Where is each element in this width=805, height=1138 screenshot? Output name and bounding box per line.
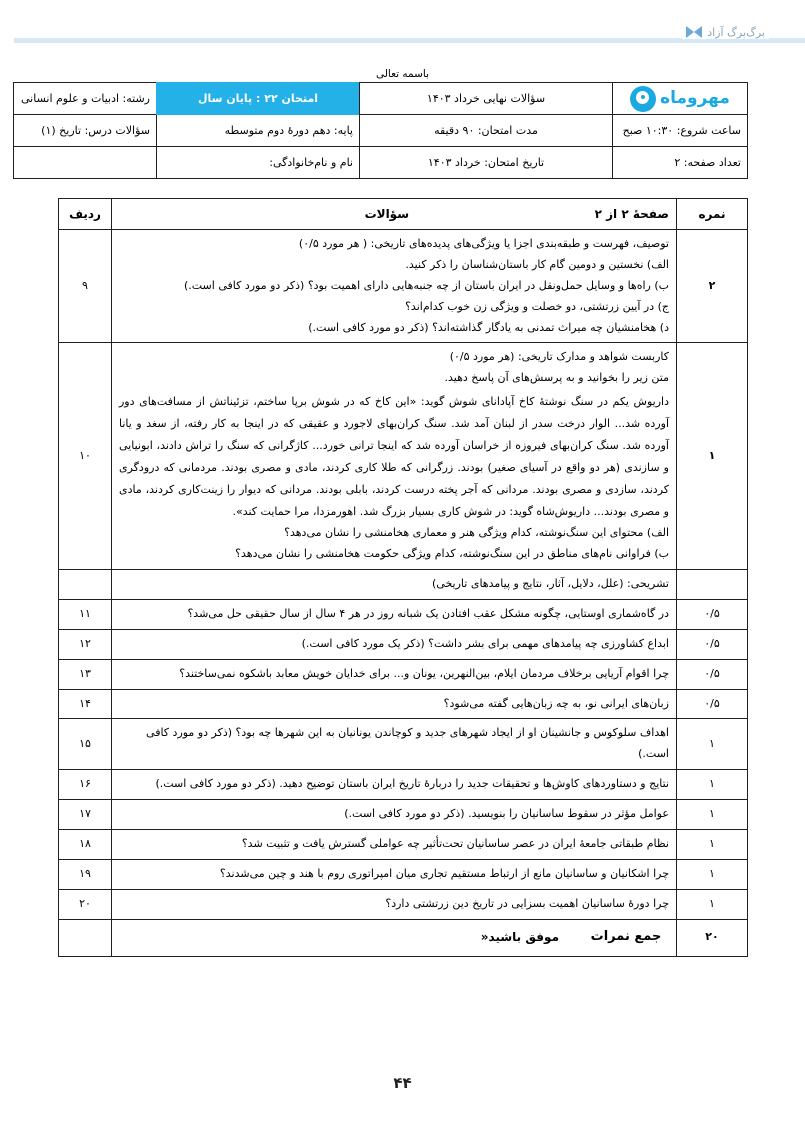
row-question-text: عوامل مؤثر در سقوط ساسانیان را بنویسید. (ذکر دو مورد کافی است.) — [112, 800, 677, 830]
table-row — [59, 599, 748, 629]
ribbon-left-cap — [0, 32, 14, 50]
questions-table — [58, 198, 748, 957]
q-quote-paragraph: داریوش یکم در سنگ نوشتهٔ کاخ آپادانای شوش گوید: «این کاخ که در شوش برپا ساختم، تزئیناتش از مسافت‌های دور آورده شد... الوار درخت سدر از لبنان آمد شد. سنگ کران‌بهای لاجورد و عقیقی که در اینجا به کار رفته، از سغد و یانا آورده شد. سنگ کران‌بهای فیروزه از خراسان آورده شد که اینجا ترانی خورد... کاژگرانی که سنگ را تراش دادند، ابونیایی و سازندی (هر دو واقع در آسیای صغیر) بودند. زرگرانی که طلا کاری کردند، مادی و مصری بودند. مردمانی که درودگری کردند، سازدی و مصری بودند. مردانی که آجر پخته درست کردند، بابلی بودند. مردانی که دیوار را زینت‌کاری کردند، مادی و مصری بودند... داریوش‌شاه گوید: در شوش کاری بسیار بزرگ شد. اهورمزدا، مرا حمایت کند». — [119, 395, 669, 519]
header-row-1 — [14, 83, 748, 115]
row-question-text: زبان‌های ایرانی نو، به چه زبان‌هایی گفته می‌شود؟ — [112, 689, 677, 719]
row-score: ۱ — [677, 719, 748, 770]
row-score: ۰/۵ — [677, 689, 748, 719]
q-line: ب) راه‌ها و وسایل حمل‌ونقل در ایران باستان از چه جنبه‌هایی دارای اهمیت بود؟ (ذکر دو مورد کافی است.) — [183, 278, 669, 292]
col-header-score: نمره — [677, 199, 748, 230]
total-label: جمع نمرات — [590, 929, 662, 945]
row-score: ۱ — [677, 830, 748, 860]
row-question-text — [112, 343, 677, 570]
bowtie-icon — [686, 26, 702, 39]
row-score: ۲ — [677, 230, 748, 343]
row-number: ۱۶ — [59, 770, 112, 800]
page-indicator: صفحهٔ ۲ از ۲ — [594, 206, 669, 221]
row-number: ۹ — [59, 230, 112, 343]
row-number — [59, 570, 112, 600]
table-row — [59, 800, 748, 830]
publisher-logo-icon — [630, 86, 656, 112]
row-number: ۱۹ — [59, 859, 112, 889]
row-score: ۱ — [677, 770, 748, 800]
section-subheading: تشریحی: (علل، دلایل، آثار، نتایج و پیامدهای تاریخی) — [112, 570, 677, 600]
q-line: کاربست شواهد و مدارک تاریخی: (هر مورد ۰/۵) — [449, 350, 669, 364]
q-line: الف) محتوای این سنگ‌نوشته، کدام ویژگی هنر و معماری هخامنشی را نشان می‌دهد؟ — [284, 526, 669, 540]
row-question-text: اهداف سلوکوس و جانشینان او از ایجاد شهرهای جدید و کوچاندن یونانیان به این شهرها چه بود؟ (ذکر دو مورد کافی است.) — [112, 719, 677, 770]
row-question-text: چرا اقوام آریایی برخلاف مردمان ایلام، بین‌النهرین، یونان و... برای خدایان خویش معابد باشکوه نمی‌ساختند؟ — [112, 659, 677, 689]
q-line: الف) نخستین و دومین گام کار باستان‌شناسان را ذکر کنید. — [405, 257, 669, 271]
col-header-row: ردیف — [59, 199, 112, 230]
exam-date: تاریخ امتحان: خرداد ۱۴۰۳ — [360, 147, 613, 179]
row-score: ۱ — [677, 800, 748, 830]
exam-title: امتحان ۲۲ : پایان سال — [157, 83, 360, 115]
exam-header-table — [13, 82, 748, 179]
exam-start-time: ساعت شروع: ۱۰:۳۰ صبح — [613, 115, 748, 147]
table-row — [59, 830, 748, 860]
questions-label: سؤالات — [364, 206, 410, 221]
row-question-text: نتایج و دستاوردهای کاوش‌ها و تحقیقات جدید را دربارهٔ تاریخ ایران باستان توضیح دهید. (ذکر دو مورد کافی است.) — [112, 770, 677, 800]
header-row-2 — [14, 115, 748, 147]
table-row — [59, 689, 748, 719]
exam-pages-count: تعداد صفحه: ۲ — [613, 147, 748, 179]
row-score — [677, 570, 748, 600]
row-number: ۱۴ — [59, 689, 112, 719]
ribbon-brand-label: برگ‌برگ آزاد — [707, 26, 765, 39]
row-score: ۱ — [677, 889, 748, 919]
total-row-number — [59, 919, 112, 956]
exam-grade: پایه: دهم دورهٔ دوم متوسطه — [157, 115, 360, 147]
row-number: ۱۷ — [59, 800, 112, 830]
exam-course-repeat — [14, 147, 157, 179]
row-number: ۱۵ — [59, 719, 112, 770]
table-row-subheading — [59, 570, 748, 600]
q-line: ب) فراوانی نام‌های مناطق در این سنگ‌نوشته، کدام ویژگی حکومت هخامنشی را نشان می‌دهد؟ — [235, 547, 669, 561]
table-row — [59, 859, 748, 889]
row-number: ۲۰ — [59, 889, 112, 919]
row-question-text — [112, 230, 677, 343]
table-row — [59, 770, 748, 800]
exam-course: سؤالات درس: تاریخ (۱) — [14, 115, 157, 147]
top-ribbon — [0, 22, 805, 58]
total-row-body — [112, 919, 677, 956]
ribbon-brand — [682, 26, 769, 39]
table-row — [59, 343, 748, 570]
table-total-row — [59, 919, 748, 956]
publisher-logo-cell — [613, 83, 748, 115]
table-row — [59, 629, 748, 659]
q-line: ج) در آیین زرتشتی، دو خصلت و ویژگی زن خوب کدام‌اند؟ — [405, 299, 669, 313]
total-score: ۲۰ — [677, 919, 748, 956]
page-number: ۴۴ — [393, 1074, 412, 1092]
q-line: د) هخامنشیان چه میراث تمدنی به یادگار گذاشته‌اند؟ (ذکر دو مورد کافی است.) — [308, 320, 669, 334]
exam-duration: مدت امتحان: ۹۰ دقیقه — [360, 115, 613, 147]
row-score: ۱ — [677, 343, 748, 570]
student-name-field[interactable]: نام و نام‌خانوادگی: — [157, 147, 360, 179]
q-line: توصیف، فهرست و طبقه‌بندی اجزا یا ویژگی‌های پدیده‌های تاریخی: ( هر مورد ۰/۵) — [298, 237, 669, 250]
publisher-name: مهروماه — [660, 88, 730, 109]
table-row — [59, 719, 748, 770]
row-number: ۱۱ — [59, 599, 112, 629]
table-row — [59, 659, 748, 689]
row-question-text: در گاه‌شماری اوستایی، چگونه مشکل عقب افتادن یک شبانه روز در هر ۴ سال از سال حقیقی حل می‌شد؟ — [112, 599, 677, 629]
exam-field: رشته: ادبیات و علوم انسانی — [14, 83, 157, 115]
exam-subject-line: سؤالات نهایی خرداد ۱۴۰۳ — [360, 83, 613, 115]
header-row-3 — [14, 147, 748, 179]
basmala-text: باسمه تعالی — [375, 68, 430, 80]
row-score: ۰/۵ — [677, 659, 748, 689]
row-number: ۱۳ — [59, 659, 112, 689]
row-question-text: چرا اشکانیان و ساسانیان مانع از ارتباط مستقیم تجاری میان امپراتوری روم با هند و چین می‌شدند؟ — [112, 859, 677, 889]
row-score: ۰/۵ — [677, 599, 748, 629]
row-question-text: ابداع کشاورزی چه پیامدهای مهمی برای بشر داشت؟ (ذکر یک مورد کافی است.) — [112, 629, 677, 659]
table-row — [59, 889, 748, 919]
col-header-questions — [112, 199, 677, 230]
row-question-text: نظام طبقاتی جامعهٔ ایران در عصر ساسانیان تحت‌تأثیر چه عواملی گسترش یافت و تثبیت شد؟ — [112, 830, 677, 860]
row-number: ۱۰ — [59, 343, 112, 570]
good-luck-text: موفق باشید« — [480, 930, 559, 945]
q-line: متن زیر را بخوانید و به پرسش‌های آن پاسخ دهید. — [444, 371, 669, 385]
questions-table-header — [59, 199, 748, 230]
row-number: ۱۸ — [59, 830, 112, 860]
row-number: ۱۲ — [59, 629, 112, 659]
row-question-text: چرا دورهٔ ساسانیان اهمیت بسزایی در تاریخ دین زرتشتی دارد؟ — [112, 889, 677, 919]
row-score: ۱ — [677, 859, 748, 889]
table-row — [59, 230, 748, 343]
row-score: ۰/۵ — [677, 629, 748, 659]
